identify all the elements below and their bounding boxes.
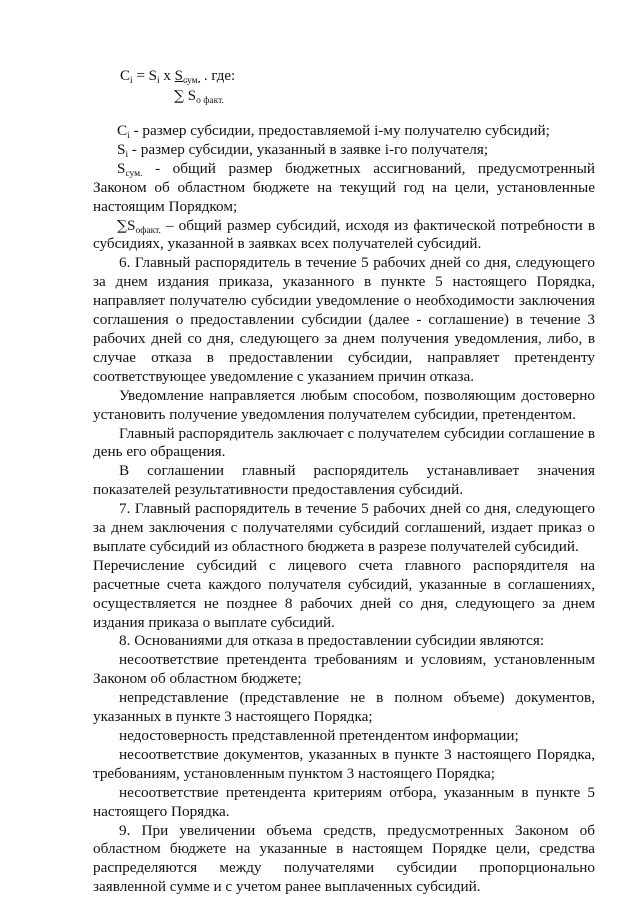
formula-eq: = S	[132, 68, 157, 84]
formula-where: . где:	[200, 68, 236, 84]
subsidy-formula	[120, 67, 380, 107]
def-si-text: - размер субсидии, указанный в заявке i-го получателя;	[128, 140, 489, 158]
paragraph-values: В соглашении главный распорядитель устанавливает значения показателей результативности предоставления субсидий.	[93, 462, 595, 499]
formula-c-sub: i	[130, 76, 133, 86]
def-sfact-text: – общий размер субсидий, исходя из фактической потребности в субсидиях, указанной в заявках всех получателей субсидий.	[93, 216, 595, 253]
definition-ci	[93, 122, 595, 141]
def-ssum-text: - общий размер бюджетных ассигнований, предусмотренный Законом об областном бюджете на текущий год на цели, установленные настоящим Порядком;	[93, 159, 595, 215]
formula-c: C	[120, 68, 131, 84]
def-si-sub: i	[125, 149, 129, 160]
formula-den-sub: о факт.	[196, 96, 224, 106]
paragraph-transfer: Перечисление субсидий с лицевого счета главного распорядителя на расчетные счета каждого получателя субсидий, указанные в соглашениях, осуществляется не позднее 8 рабочих дней со дня, следующего за днем издания приказа о выплате субсидий.	[93, 556, 595, 631]
formula-denominator	[174, 87, 224, 111]
paragraph-notice: Уведомление направляется любым способом, позволяющим достоверно установить получение уведомления получателем субсидии, претендентом.	[93, 386, 595, 423]
refusal-reason-1: несоответствие претендента требованиям и условиям, установленным Законом об областном бюджете;	[93, 651, 595, 688]
formula-numerator	[175, 68, 200, 84]
def-ssum-sub: сум.	[125, 168, 143, 179]
sum-symbol: ∑	[117, 217, 127, 234]
def-ssum-base: S	[117, 159, 126, 177]
paragraph-9: 9. При увеличении объема средств, предусмотренных Законом об областном бюджете на указанные в настоящем Порядке цели, средства распределяются между получателями субсидии пропорционально заявленной сумме и с учетом ранее выплаченных субсидий.	[93, 821, 595, 896]
formula-num-sub: сум.	[182, 76, 201, 86]
document-body	[93, 122, 595, 897]
def-ci-text: - размер субсидии, предоставляемой i-му получателю субсидий;	[129, 122, 550, 139]
def-ci-base: C	[117, 122, 128, 139]
refusal-reason-4: несоответствие документов, указанных в пункте 3 настоящего Порядка, требованиям, установленным пунктом 3 настоящего Порядка;	[93, 745, 595, 782]
def-sfact-base: S	[127, 216, 136, 234]
refusal-reason-3: недостоверность представленной претендентом информации;	[119, 727, 519, 744]
paragraph-8: 8. Основаниями для отказа в предоставлении субсидии являются:	[119, 632, 545, 650]
paragraph-agreement: Главный распорядитель заключает с получателем субсидии соглашение в день его обращения.	[93, 424, 595, 461]
paragraph-7: 7. Главный распорядитель в течение 5 рабочих дней со дня, следующего за днем заключения с получателями субсидий соглашений, издает приказ о выплате субсидий из областного бюджета в разрезе получателей субсидий.	[93, 500, 595, 555]
formula-den: S	[184, 88, 197, 104]
def-si-base: S	[117, 140, 126, 158]
sum-symbol: ∑	[174, 88, 184, 104]
definition-ssum	[93, 160, 595, 217]
formula-times: x	[159, 68, 175, 84]
formula-s-sub: i	[156, 76, 160, 86]
formula-num: S	[174, 68, 183, 84]
refusal-reason-5: несоответствие претендента критериям отбора, указанным в пункте 5 настоящего Порядка.	[93, 783, 595, 820]
def-ci-sub: i	[127, 131, 130, 141]
definition-sfact	[93, 217, 595, 255]
refusal-reason-2: непредставление (представление не в полном объеме) документов, указанных в пункте 3 настоящего Порядка;	[93, 689, 595, 726]
definition-si	[93, 141, 595, 160]
def-sfact-sub: офакт.	[135, 225, 161, 236]
paragraph-6: 6. Главный распорядитель в течение 5 рабочих дней со дня, следующего за днем издания приказа, указанного в пункте 5 настоящего Порядка, направляет получателю субсидии уведомление о необходимости заключения соглашения о предоставлении субсидии (далее - соглашение) в течение 3 рабочих дней со дня, следующего за днем получения уведомления, либо, в случае отказа в предоставлении субсидии, направляет претенденту соответствующее уведомление с указанием причин отказа.	[93, 254, 595, 385]
